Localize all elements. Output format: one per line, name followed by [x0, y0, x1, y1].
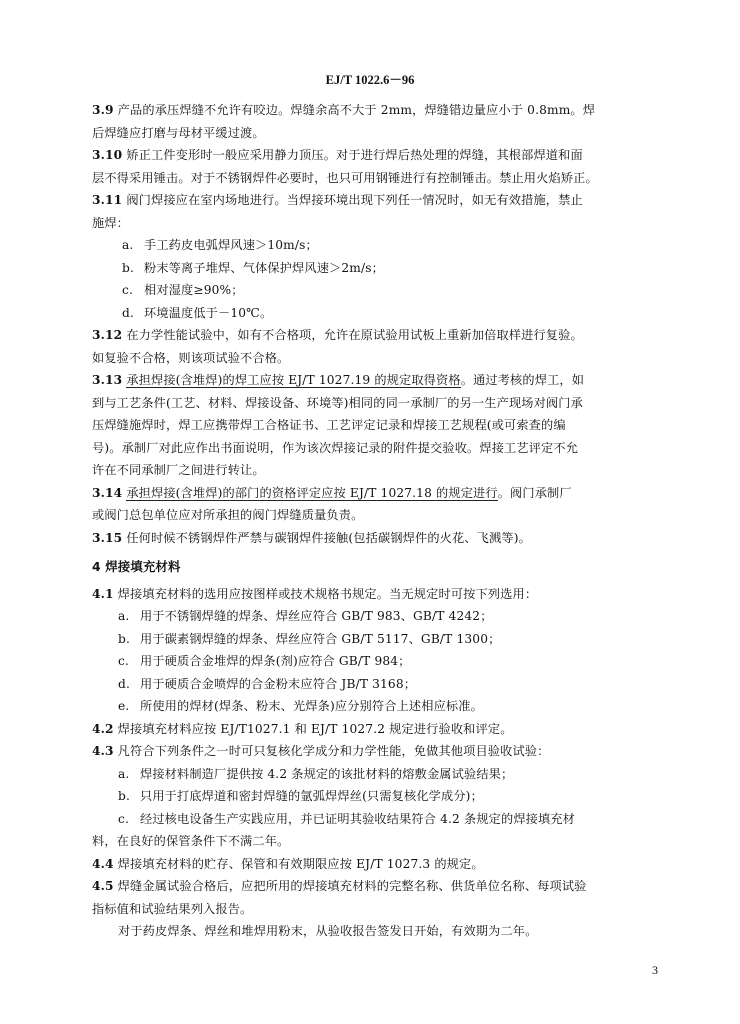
clause-text: 许在不同承制厂之间进行转让。	[92, 463, 265, 477]
clause-4-4	[92, 853, 674, 876]
item-label: b.	[118, 631, 130, 646]
item-text: 环境温度低于－10℃。	[144, 305, 273, 320]
paragraph	[92, 920, 674, 943]
list-item-cont	[92, 830, 674, 853]
list-item	[92, 257, 674, 280]
item-text: 所使用的焊材(焊条、粉末、光焊条)应分别符合上述相应标准。	[140, 699, 483, 713]
clause-text: 号)。承制厂对此应作出书面说明，作为该次焊接记录的附件提交验收。焊接工艺评定不允	[92, 440, 579, 455]
list-item	[92, 673, 674, 696]
clause-text: 凡符合下列条件之一时可只复核化学成分和力学性能，免做其他项目验收试验：	[113, 744, 550, 758]
clause-3-12-cont	[92, 347, 674, 370]
item-label: d.	[122, 305, 134, 320]
clause-number: 3.15	[92, 530, 123, 545]
clause-text: 到与工艺条件(工艺、材料、焊接设备、环境等)相同的同一承制厂的另一生产现场对阀门承	[92, 395, 583, 410]
clause-number: 3.10	[92, 148, 123, 162]
item-text: 相对湿度≥90%；	[144, 283, 244, 297]
list-item	[92, 234, 674, 257]
clause-3-13-cont	[92, 437, 674, 460]
clause-number: 3.11	[92, 193, 123, 207]
clause-4-1	[92, 583, 674, 606]
clause-text: 焊接填充材料应按 EJ/T1027.1 和 EJ/T 1027.2 规定进行验收和评定。	[113, 721, 513, 736]
section-number: 4	[92, 559, 101, 574]
clause-text: 阀门焊接应在室内场地进行。当焊接环境出现下列任一情况时，如无有效措施，禁止	[122, 193, 583, 207]
item-label: e.	[118, 699, 130, 713]
clause-number: 3.9	[92, 103, 114, 117]
clause-4-2	[92, 718, 674, 741]
list-item	[92, 695, 674, 718]
page-number: 3	[652, 963, 658, 977]
item-text: 手工药皮电弧焊风速＞10m/s；	[144, 238, 318, 252]
clause-3-11	[92, 189, 674, 212]
item-text: 料，在良好的保管条件下不满二年。	[92, 834, 290, 848]
underlined-text: 承担焊接(含堆焊)的部门的资格评定应按 EJ/T 1027.18 的规定进行	[126, 485, 498, 500]
item-label: c.	[118, 654, 129, 668]
clause-3-10-cont	[92, 167, 674, 190]
clause-3-11-cont	[92, 212, 674, 235]
section-heading	[92, 556, 674, 579]
clause-number: 4.3	[92, 744, 114, 758]
section-title: 焊接填充材料	[100, 559, 181, 574]
clause-3-9	[92, 99, 674, 122]
item-label: d.	[118, 676, 130, 691]
clause-3-13-cont	[92, 459, 674, 482]
item-label: c.	[118, 811, 129, 826]
clause-3-13-cont	[92, 414, 674, 437]
clause-3-9-cont	[92, 122, 674, 145]
item-label: a.	[118, 766, 130, 781]
list-item	[92, 628, 674, 651]
clause-text-after: 。通过考核的焊工，如	[460, 373, 585, 387]
clause-text: 压焊缝施焊时，焊工应携带焊工合格证书、工艺评定记录和焊接工艺规程(或可索查的编	[92, 418, 566, 432]
clause-3-14	[92, 482, 674, 505]
clause-3-10	[92, 144, 674, 167]
item-text: 用于硬质合金喷焊的合金粉末应符合 JB/T 3168；	[140, 676, 417, 691]
clause-3-13	[92, 369, 674, 392]
clause-3-13-cont	[92, 392, 674, 415]
item-label: b.	[122, 260, 134, 275]
page-header: EJ/T 1022.6－96	[325, 73, 415, 87]
clause-text: 焊接填充材料的贮存、保管和有效期限应按 EJ/T 1027.3 的规定。	[113, 856, 484, 871]
item-text: 粉末等离子堆焊、气体保护焊风速＞2m/s；	[144, 260, 385, 275]
clause-3-12	[92, 324, 674, 347]
clause-number: 4.5	[92, 879, 114, 893]
item-text: 经过核电设备生产实践应用，并已证明其验收结果符合 4.2 条规定的焊接填充材	[140, 811, 576, 826]
list-item	[92, 279, 674, 302]
document-body	[92, 99, 674, 943]
list-item	[92, 785, 674, 808]
clause-3-14-cont	[92, 504, 674, 527]
item-label: c.	[122, 283, 133, 297]
clause-text: 层不得采用锤击。对于不锈钢焊件必要时，也只可用钢锤进行有控制锤击。禁止用火焰矫正。	[92, 170, 598, 185]
clause-text: 如复验不合格，则该项试验不合格。	[92, 350, 290, 365]
clause-number: 4.2	[92, 721, 114, 736]
clause-number: 3.14	[92, 485, 123, 500]
paragraph-text: 对于药皮焊条、焊丝和堆焊用粉末，从验收报告签发日开始，有效期为二年。	[118, 924, 538, 938]
list-item	[92, 605, 674, 628]
list-item	[92, 302, 674, 325]
item-text: 只用于打底焊道和密封焊缝的氩弧焊焊丝(只需复核化学成分)；	[140, 789, 483, 803]
item-text: 焊接材料制造厂提供按 4.2 条规定的该批材料的熔敷金属试验结果；	[140, 766, 514, 781]
clause-4-3	[92, 740, 674, 763]
list-item	[92, 808, 674, 831]
clause-4-5-cont	[92, 898, 674, 921]
clause-text: 产品的承压焊缝不允许有咬边。焊缝余高不大于 2mm，焊缝错边量应小于 0.8mm。焊	[113, 103, 596, 117]
clause-number: 3.12	[92, 328, 123, 342]
clause-text: 任何时候不锈钢焊件严禁与碳钢焊件接触(包括碳钢焊件的火花、飞溅等)。	[122, 530, 531, 545]
clause-number: 3.13	[92, 373, 123, 387]
clause-text: 后焊缝应打磨与母材平缓过渡。	[92, 125, 265, 140]
clause-3-15	[92, 527, 674, 550]
clause-text-after: 。阀门承制厂	[497, 485, 572, 500]
underlined-text: 承担焊接(含堆焊)的焊工应按 EJ/T 1027.19 的规定取得资格	[126, 373, 461, 387]
clause-number: 4.1	[92, 586, 114, 601]
item-text: 用于不锈钢焊缝的焊条、焊丝应符合 GB/T 983、GB/T 4242；	[140, 609, 493, 623]
clause-text: 指标值和试验结果列入报告。	[92, 901, 253, 916]
item-label: a.	[118, 609, 130, 623]
item-label: b.	[118, 789, 130, 803]
clause-text: 焊接填充材料的选用应按图样或技术规格书规定。当无规定时可按下列选用：	[113, 586, 538, 601]
clause-text: 在力学性能试验中，如有不合格项，允许在原试验用试板上重新加倍取样进行复验。	[122, 328, 583, 342]
clause-text: 施焊：	[92, 215, 130, 230]
list-item	[92, 763, 674, 786]
clause-4-5	[92, 875, 674, 898]
item-label: a.	[122, 238, 134, 252]
list-item	[92, 650, 674, 673]
clause-text: 矫正工件变形时一般应采用静力顶压。对于进行焊后热处理的焊缝，其根部焊道和面	[122, 148, 583, 162]
item-text: 用于碳素钢焊缝的焊条、焊丝应符合 GB/T 5117、GB/T 1300；	[140, 631, 501, 646]
clause-text: 或阀门总包单位应对所承担的阀门焊缝质量负责。	[92, 508, 364, 522]
clause-number: 4.4	[92, 856, 114, 871]
clause-text: 焊缝金属试验合格后，应把所用的焊接填充材料的完整名称、供货单位名称、每项试验	[113, 879, 587, 893]
item-text: 用于硬质合金堆焊的焊条(剂)应符合 GB/T 984；	[140, 654, 411, 668]
